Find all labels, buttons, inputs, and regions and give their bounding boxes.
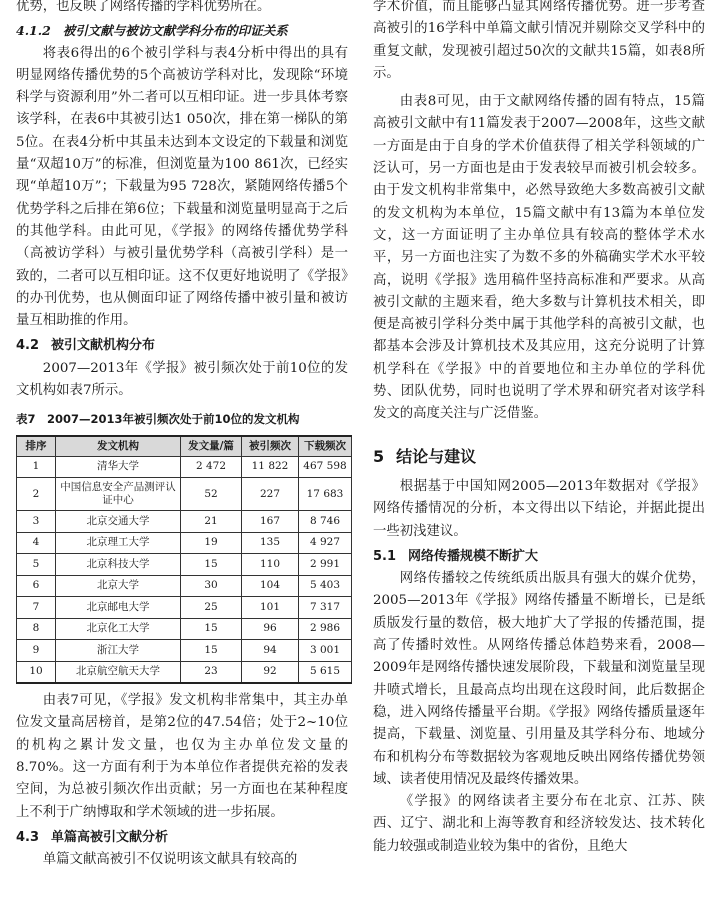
table-cell-rank: 5 (17, 554, 56, 576)
table-row (17, 618, 352, 640)
table-row (17, 661, 352, 683)
section-4-1-2-heading (16, 20, 348, 42)
section-4-3-number: 4.3 (16, 829, 40, 845)
section-5-1-number: 5.1 (373, 548, 397, 564)
table-cell-institution: 清华大学 (56, 456, 181, 478)
table-cell-citations: 101 (242, 597, 299, 619)
paragraph-5: 根据基于中国知网2005—2013年数据对《学报》网络传播情况的分析，本文得出以下结论，并据此提出一些初浅建议。 (373, 478, 705, 539)
table-row (17, 575, 352, 597)
table-cell-rank: 6 (17, 575, 56, 597)
table-row (17, 597, 352, 619)
table-cell-institution: 浙江大学 (56, 640, 181, 662)
top-fragment: 优势，也反映了网络传播的学科优势所在。 (16, 0, 271, 14)
table-cell-citations: 96 (242, 618, 299, 640)
right-column (373, 0, 705, 858)
table-cell-citations: 94 (242, 640, 299, 662)
table-cell-rank: 8 (17, 618, 56, 640)
table-cell-downloads: 17 683 (299, 478, 352, 511)
table-header-citations: 被引频次 (242, 436, 299, 457)
table-cell-institution: 北京化工大学 (56, 618, 181, 640)
table-row (17, 511, 352, 533)
table-row (17, 478, 352, 511)
section-5-1-heading (373, 546, 705, 568)
table-cell-rank: 10 (17, 661, 56, 683)
paragraph-4-2: 2007—2013年《学报》被引频次处于前10位的发文机构如表7所示。 (16, 360, 348, 399)
table-cell-papers: 15 (181, 640, 242, 662)
table-7-caption: 表7 2007—2013年被引频次处于前10位的发文机构 (16, 412, 300, 427)
table-cell-rank: 2 (17, 478, 56, 511)
table-cell-citations: 11 822 (242, 456, 299, 478)
table-cell-downloads: 5 615 (299, 661, 352, 683)
paragraph-continued: 学术价值，而且能够凸显其网络传播优势。进一步考查高被引的16学科中单篇文献引情况并剔除交叉学科中的重复文献，发现被引超过50次的文献共15篇，如表8所示。 (373, 0, 705, 81)
paragraph-after-table-7: 由表7可见，《学报》发文机构非常集中，其主办单位发文量高居榜首，是第2位的47.54倍；处于2~10位的机构之累计发文量，也仅为主办单位发文量的8.70%。这一方面有利于为本单位作者提供充裕的发表空间，为总被引频次作出贡献；另一方面也在某种程度上不利于广纳博取和学术领域的进一步拓展。 (16, 693, 348, 820)
table-cell-citations: 92 (242, 661, 299, 683)
paragraph-5-1: 网络传播较之传统纸质出版具有强大的媒介优势，2005—2013年《学报》网络传播量不断增长，已是纸质版发行量的数倍，极大地扩大了学报的传播范围，提高了传播时效性。从网络传播总体趋势来看，2008—2009年是网络传播快速发展阶段，下载量和浏览量呈现井喷式增长，且最高点均出现在这段时间，此后数据企稳，进入网络传播量平台期。《学报》网络传播质量逐年提高，下载量、浏览量、引用量及其学科分布、地域分布和机构分布等数据较为客观地反映出网络传播优势领域、读者使用情况及最终传播效果。 (373, 571, 705, 787)
section-5-title: 结论与建议 (396, 446, 477, 466)
table-cell-institution: 北京航空航天大学 (56, 661, 181, 683)
table-cell-institution: 中国信息安全产品测评认证中心 (56, 478, 181, 511)
left-column (16, 0, 348, 872)
table-cell-papers: 52 (181, 478, 242, 511)
section-4-2-heading (16, 335, 348, 357)
section-4-2-number: 4.2 (16, 338, 40, 354)
table-row (17, 640, 352, 662)
section-5-number: 5 (373, 446, 385, 466)
table-cell-downloads: 4 927 (299, 532, 352, 554)
section-4-3-heading (16, 827, 348, 849)
table-cell-citations: 167 (242, 511, 299, 533)
table-cell-papers: 15 (181, 554, 242, 576)
table-cell-citations: 135 (242, 532, 299, 554)
table-cell-institution: 北京邮电大学 (56, 597, 181, 619)
table-cell-institution: 北京交通大学 (56, 511, 181, 533)
table-row (17, 456, 352, 478)
table-cell-downloads: 2 991 (299, 554, 352, 576)
table-cell-institution: 北京科技大学 (56, 554, 181, 576)
section-5-heading (373, 446, 705, 468)
table-row (17, 554, 352, 576)
table-cell-institution: 北京大学 (56, 575, 181, 597)
table-cell-papers: 2 472 (181, 456, 242, 478)
table-header-papers: 发文量/篇 (181, 436, 242, 457)
table-cell-papers: 15 (181, 618, 242, 640)
section-4-2-title: 被引文献机构分布 (51, 338, 156, 354)
table-cell-papers: 19 (181, 532, 242, 554)
table-cell-downloads: 2 986 (299, 618, 352, 640)
table-cell-papers: 21 (181, 511, 242, 533)
table-cell-downloads: 3 001 (299, 640, 352, 662)
section-4-1-2-number: 4.1.2 (16, 23, 51, 39)
table-cell-citations: 104 (242, 575, 299, 597)
paragraph-table-8-analysis: 由表8可见，由于文献网络传播的固有特点，15篇高被引文献中有11篇发表于2007—2008年，这些文献一方面是由于自身的学术价值获得了相关学科领域的广泛认可，另一方面也是由于发表较早而被引机会较多。由于发文机构非常集中，必然导致绝大多数高被引文献的发文机构为本单位，15篇文献中有13篇为本单位发文，这一方面证明了主办单位具有较高的整体学术水平，另一方面也注实了为数不多的外稿确实学术水平较高，说明《学报》选用稿件坚持高标准和严要求。从高被引文献的主题来看，绝大多数与计算机技术相关，即便是高被引学科分类中属于其他学科的高被引文献，也都基本会涉及计算机技术及其应用，这充分说明了计算机学科在《学报》中的首要地位和主办单位的学科优势、团队优势，同时也说明了学术界和研究者对该学科发文的高度关注与广泛借鉴。 (373, 94, 705, 422)
table-cell-citations: 227 (242, 478, 299, 511)
table-cell-downloads: 7 317 (299, 597, 352, 619)
table-cell-citations: 110 (242, 554, 299, 576)
table-cell-institution: 北京理工大学 (56, 532, 181, 554)
table-7-header-row (17, 436, 352, 457)
table-cell-rank: 4 (17, 532, 56, 554)
paragraph-5-1-b: 《学报》的网络读者主要分布在北京、江苏、陕西、辽宁、湖北和上海等教育和经济较发达、技术转化能力较强或制造业较为集中的省份，且绝大 (373, 794, 705, 854)
table-header-institution: 发文机构 (56, 436, 181, 457)
section-4-1-2-title: 被引文献与被访文献学科分布的印证关系 (62, 23, 288, 39)
table-7 (16, 435, 352, 685)
section-4-3-title: 单篇高被引文献分析 (51, 829, 169, 845)
table-cell-rank: 1 (17, 456, 56, 478)
table-cell-downloads: 8 746 (299, 511, 352, 533)
table-cell-papers: 30 (181, 575, 242, 597)
table-header-downloads: 下载频次 (299, 436, 352, 457)
table-cell-rank: 7 (17, 597, 56, 619)
paragraph-4-3: 单篇文献高被引不仅说明该文献具有较高的 (42, 852, 298, 868)
table-cell-rank: 9 (17, 640, 56, 662)
table-cell-downloads: 467 598 (299, 456, 352, 478)
table-cell-downloads: 5 403 (299, 575, 352, 597)
table-row (17, 532, 352, 554)
table-cell-rank: 3 (17, 511, 56, 533)
table-header-rank: 排序 (17, 436, 56, 457)
paragraph-4-1-2: 将表6得出的6个被引学科与表4分析中得出的具有明显网络传播优势的5个高被访学科对比，发现除“环境科学与资源利用”外二者可以互相印证。进一步具体考察该学科，在表6中其被引达1 050次，排在第一梯队的第5位。在表4分析中其虽未达到本文设定的下载量和浏览量“双超10万”的标准，但浏览量为100 861次，已经实现“单超10万”；下载量为95 728次，紧随网络传播5个优势学科之后排在第6位；下载量和浏览量明显高于之后的其他学科。由此可见，《学报》的网络传播优势学科（高被访学科）与被引量优势学科（高被引学科）是一致的，二者可以互相印证。这不仅更好地说明了《学报》的办刊优势，也从侧面印证了网络传播中被引量和被访量互相助推的作用。 (16, 45, 348, 329)
table-cell-papers: 23 (181, 661, 242, 683)
table-cell-papers: 25 (181, 597, 242, 619)
section-5-1-title: 网络传播规模不断扩大 (408, 548, 539, 564)
table-7-body (17, 456, 352, 683)
